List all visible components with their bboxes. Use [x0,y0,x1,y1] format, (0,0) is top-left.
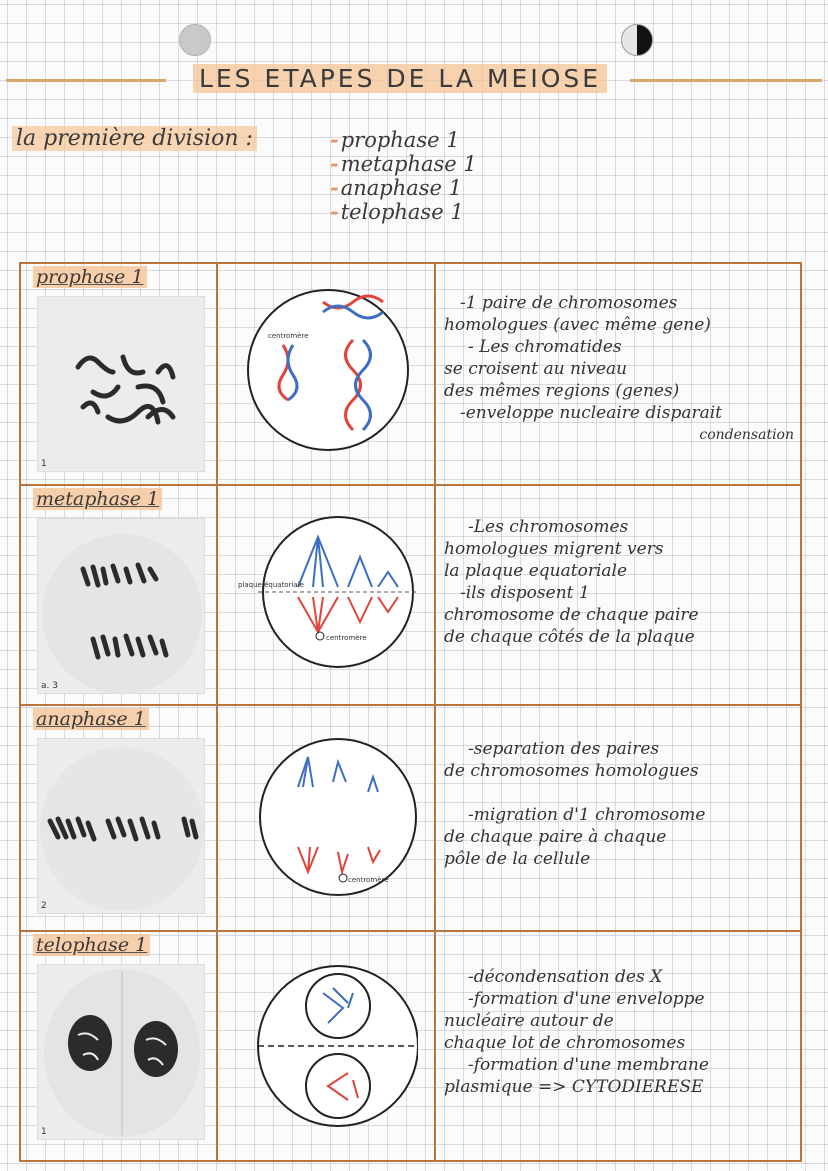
description-line: de chaque paire à chaque [444,827,667,847]
micrograph-metaphase [37,518,205,694]
centromere-label: centromère [348,876,389,884]
micrograph-anaphase [37,738,205,914]
description [444,292,794,446]
centromere-label: centromère [268,332,309,340]
micrograph-number: 1 [41,459,47,469]
cell-diagram-prophase [238,280,418,460]
micro-photo-cell [21,706,218,930]
phase-name-text: prophase 1 [33,266,147,288]
punch-hole-right [621,24,653,56]
cell-diagram-metaphase [238,502,418,682]
description [444,738,794,870]
description-line: de chaque côtés de la plaque [444,627,695,647]
phase-name-text: metaphase 1 [33,488,162,510]
description-line: -ils disposent 1 [460,583,590,603]
micrograph-telophase [37,964,205,1140]
description-line: -separation des paires [468,739,660,759]
description-line: -migration d'1 chromosome [468,805,706,825]
phase-name-text: anaphase 1 [33,708,149,730]
description-line: -Les chromosomes [468,517,629,537]
phase-list-item: - anaphase 1 [330,176,477,200]
micrograph-prophase [37,296,205,472]
description-cell [436,932,800,1160]
micro-photo-cell [21,932,218,1160]
phase-list-item: - telophase 1 [330,200,477,224]
phase-name-text: telophase 1 [33,934,150,956]
micrograph-number: 2 [41,901,47,911]
page-title [170,64,630,98]
description [444,966,794,1098]
micrograph-image [38,739,205,914]
micrograph-image [38,297,205,472]
description-line: - Les chromatides [468,337,622,357]
cell-diagram-telophase [238,948,418,1128]
description-line: de chromosomes homologues [444,761,699,781]
micrograph-image [38,519,205,694]
diagram-cell [218,264,436,484]
description-cell [436,486,800,704]
intro-label-text: la première division : [12,126,257,151]
description-cell [436,264,800,484]
description-line: se croisent au niveau [444,359,628,379]
phase-name [33,708,149,730]
phase-name [33,934,150,956]
micrograph-number: 1 [41,1127,47,1137]
phase-list-item: - metaphase 1 [330,152,477,176]
title-rule-left [6,79,166,82]
micro-photo-cell [21,486,218,704]
description [444,516,794,648]
phase-name [33,488,162,510]
intro-label [12,126,257,151]
micrograph-number: a. 3 [41,681,58,691]
description-line: des mêmes regions (genes) [444,381,680,401]
description-line: chaque lot de chromosomes [444,1033,686,1053]
title-rule-right [630,79,822,82]
meiosis-table [19,262,802,1162]
description-line [444,782,794,804]
description-line: chromosome de chaque paire [444,605,699,625]
description-line: nucléaire autour de [444,1011,614,1031]
description-line: -décondensation des X [468,967,663,987]
description-line: -enveloppe nucleaire disparait [460,403,722,423]
description-line: -1 paire de chromosomes [460,293,678,313]
punch-hole-left [179,24,211,56]
description-line: -formation d'une membrane [468,1055,709,1075]
diagram-cell [218,706,436,930]
description-line: la plaque equatoriale [444,561,628,581]
cell-diagram-anaphase [238,722,418,902]
phase-name [33,266,147,288]
description-line: condensation [699,427,794,443]
equatorial-plate-label: plaque équatoriale [238,581,304,589]
description-cell [436,706,800,930]
description-line: pôle de la cellule [444,849,591,869]
micrograph-image [38,965,205,1140]
diagram-cell [218,486,436,704]
phase-list [330,128,477,224]
phase-list-item: - prophase 1 [330,128,477,152]
page-title-text: LES ETAPES DE LA MEIOSE [193,64,607,93]
table-row-anaphase [21,706,800,932]
diagram-cell [218,932,436,1160]
table-row-metaphase [21,486,800,706]
description-line: -formation d'une enveloppe [468,989,705,1009]
description-line: homologues migrent vers [444,539,664,559]
centromere-label: centromère [326,634,367,642]
table-row-prophase [21,264,800,486]
table-row-telophase [21,932,800,1160]
description-line: plasmique => CYTODIERESE [444,1077,704,1097]
description-line: homologues (avec même gene) [444,315,711,335]
micro-photo-cell [21,264,218,484]
